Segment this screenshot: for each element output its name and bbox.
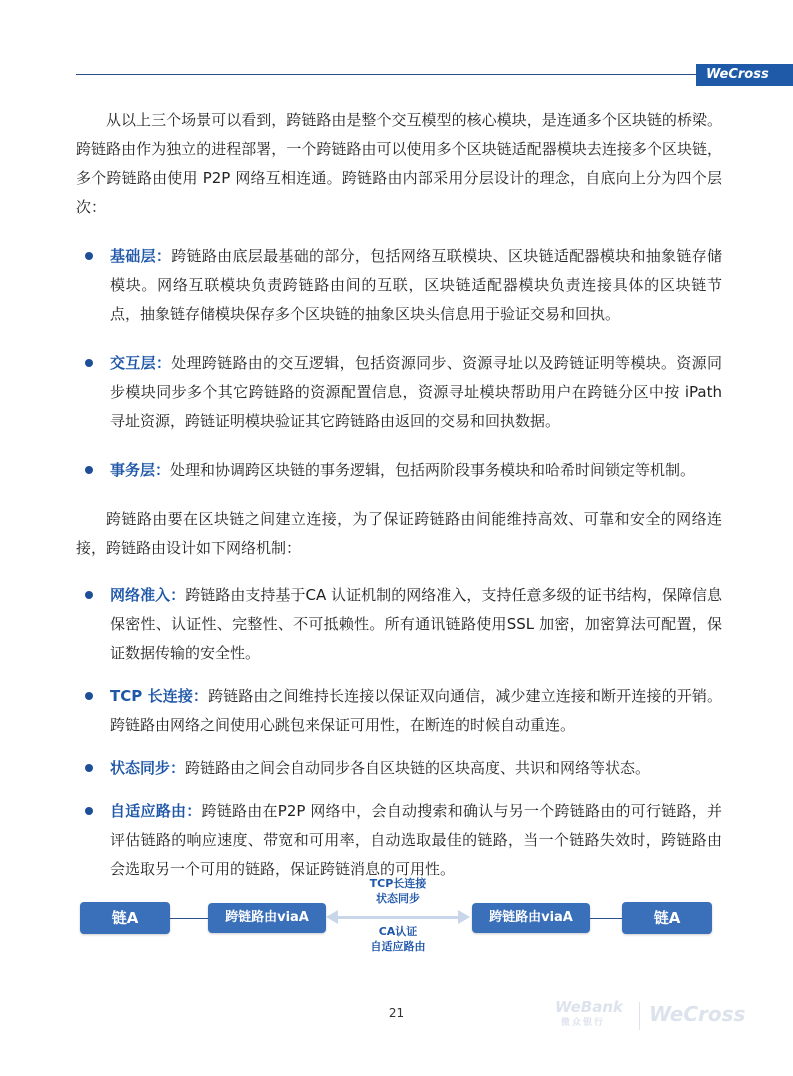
footer-watermark <box>555 998 765 1034</box>
bottom-label-routing: 自适应路由 <box>370 940 426 953</box>
item-text: 跨链路由支持基于CA 认证机制的网络准入，支持任意多级的证书结构，保障信息保密性、认证性、完整性、不可抵赖性。所有通讯链路使用SSL 加密，加密算法可配置，保证数据传输的安全性。 <box>110 586 722 662</box>
term-label: 事务层： <box>110 461 171 479</box>
term-label: 基础层： <box>110 247 172 265</box>
bidirectional-arrow <box>337 916 459 919</box>
page-number: 21 <box>388 1006 405 1020</box>
webank-logo: WeBank <box>555 998 623 1016</box>
list-item-state-sync <box>76 754 722 783</box>
item-text: 跨链路由底层最基础的部分，包括网络互联模块、区块链适配器模块和抽象链存储模块。网络互联模块负责跨链路由间的互联，区块链适配器模块负责连接具体的区块链节点，抽象链存储模块保存多个区块链的抽象区块头信息用于验证交易和回执。 <box>110 247 722 323</box>
term-label: TCP 长连接： <box>110 687 209 705</box>
header-rule <box>76 74 696 75</box>
term-label: 状态同步： <box>110 759 186 777</box>
term-label: 交互层： <box>110 354 172 372</box>
layer-list <box>76 242 722 485</box>
bullet-icon <box>85 359 93 367</box>
right-router-node: 跨链路由viaA <box>472 903 590 933</box>
arrow-right-head-icon <box>458 910 470 924</box>
item-text: 跨链路由之间维持长连接以保证双向通信，减少建立连接和断开连接的开销。跨链路由网络之间使用心跳包来保证可用性，在断连的时候自动重连。 <box>110 687 722 734</box>
list-item-network-access <box>76 581 722 668</box>
bullet-icon <box>85 764 93 772</box>
top-label-sync: 状态同步 <box>376 892 420 905</box>
bullet-icon <box>85 692 93 700</box>
item-text: 处理跨链路由的交互逻辑，包括资源同步、资源寻址以及跨链证明等模块。资源同步模块同步多个其它跨链路的资源配置信息，资源寻址模块帮助用户在跨链分区中按 iPath 寻址资源，跨链证明模块验证其它跨链路由返回的交易和回执数据。 <box>110 354 722 430</box>
webank-cn-logo: 微众银行 <box>561 1018 606 1028</box>
wecross-header-logo: WeCross <box>696 64 793 86</box>
right-connector <box>590 918 622 919</box>
page-body <box>76 106 722 898</box>
right-chain-node: 链A <box>622 902 712 934</box>
list-item-transaction-layer <box>76 456 722 485</box>
bullet-icon <box>85 591 93 599</box>
term-label: 自适应路由： <box>110 802 202 820</box>
term-label: 网络准入： <box>110 586 186 604</box>
bottom-label-ca: CA认证 <box>378 925 418 938</box>
wecross-footer-logo: WeCross <box>649 1002 746 1026</box>
bullet-icon <box>85 252 93 260</box>
network-paragraph: 跨链路由要在区块链之间建立连接，为了保证跨链路由间能维持高效、可靠和安全的网络连接，跨链路由设计如下网络机制： <box>76 510 722 557</box>
intro-paragraph: 从以上三个场景可以看到，跨链路由是整个交互模型的核心模块，是连通多个区块链的桥梁。跨链路由作为独立的进程部署，一个跨链路由可以使用多个区块链适配器模块去连接多个区块链，多个跨链路由使用 P2P 网络互相连通。跨链路由内部采用分层设计的理念，自底向上分为四个层次： <box>76 111 722 216</box>
logo-divider <box>639 1002 640 1030</box>
item-text: 跨链路由之间会自动同步各自区块链的区块高度、共识和网络等状态。 <box>185 759 651 777</box>
left-router-node: 跨链路由viaA <box>208 903 326 933</box>
list-item-interaction-layer <box>76 349 722 436</box>
left-chain-node: 链A <box>80 902 170 934</box>
top-label-tcp: TCP长连接 <box>369 877 427 890</box>
list-item-adaptive-routing <box>76 797 722 884</box>
item-text: 处理和协调跨区块链的事务逻辑，包括两阶段事务模块和哈希时间锁定等机制。 <box>170 461 696 479</box>
list-item-tcp-connection <box>76 682 722 740</box>
bullet-icon <box>85 466 93 474</box>
left-connector <box>170 918 208 919</box>
bullet-icon <box>85 807 93 815</box>
router-diagram <box>80 874 712 954</box>
mechanism-list <box>76 581 722 884</box>
list-item-basic-layer <box>76 242 722 329</box>
item-text: 跨链路由在P2P 网络中，会自动搜索和确认与另一个跨链路由的可行链路，并评估链路的响应速度、带宽和可用率，自动选取最佳的链路，当一个链路失效时，跨链路由会选取另一个可用的链路，保证跨链消息的可用性。 <box>110 802 722 878</box>
